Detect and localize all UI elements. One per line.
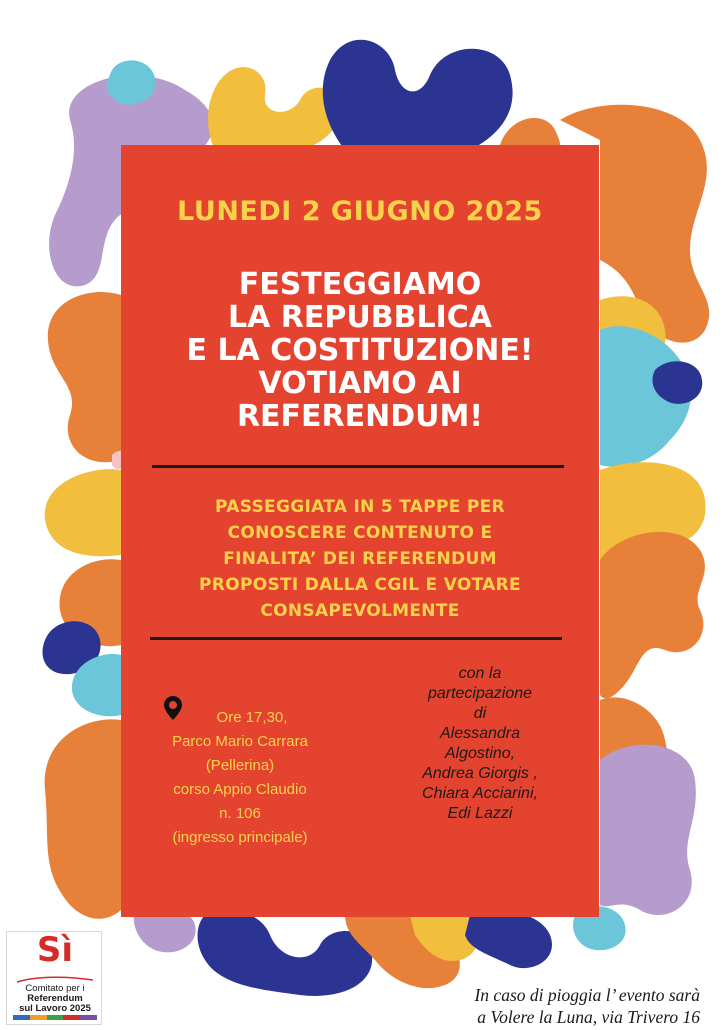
event-location xyxy=(140,706,340,850)
logo-text xyxy=(7,984,103,1014)
rain-notice xyxy=(400,984,700,1028)
blob-navy-bottom xyxy=(198,910,373,996)
location-line: n. 106 xyxy=(219,805,261,822)
description-line: PROPOSTI DALLA CGIL E VOTARE xyxy=(199,575,521,595)
logo-stripe-segment xyxy=(63,1015,80,1020)
rain-notice-line: a Volere la Luna, via Trivero 16 xyxy=(477,1007,700,1027)
description-line: CONSAPEVOLMENTE xyxy=(260,601,460,621)
guests-line: partecipazione xyxy=(427,685,533,702)
guests-line: di xyxy=(473,705,487,722)
blob-lilac-right-low xyxy=(600,745,696,915)
event-guests xyxy=(395,664,565,824)
logo-mark: Sì xyxy=(36,930,74,970)
location-line: (Pellerina) xyxy=(205,757,275,774)
description-line: FINALITA’ DEI REFERENDUM xyxy=(223,549,497,569)
blob-navy-bottom-right xyxy=(465,910,552,968)
logo-stripe-segment xyxy=(30,1015,47,1020)
headline-line: LA REPUBBLICA xyxy=(228,300,492,335)
location-line: corso Appio Claudio xyxy=(173,781,307,798)
blob-orange-left-top xyxy=(48,292,121,462)
headline-line: FESTEGGIAMO xyxy=(238,267,482,302)
description-line: PASSEGGIATA IN 5 TAPPE PER xyxy=(215,497,505,517)
guests-line: Andrea Giorgis , xyxy=(422,765,538,782)
location-line: (ingresso principale) xyxy=(172,829,308,846)
logo-stripe-segment xyxy=(13,1015,30,1020)
blob-orange-right-mid xyxy=(600,532,705,698)
logo-color-stripe xyxy=(13,1015,97,1020)
description-line: CONOSCERE CONTENUTO E xyxy=(227,523,493,543)
guests-line: Chiara Acciarini, xyxy=(422,785,538,802)
guests-line: Algostino, xyxy=(444,745,516,762)
logo-line: sul Lavoro 2025 xyxy=(19,1003,91,1014)
location-line: Parco Mario Carrara xyxy=(172,733,308,750)
divider-bottom xyxy=(150,637,562,640)
event-description xyxy=(121,494,599,624)
event-date: LUNEDI 2 GIUGNO 2025 xyxy=(177,196,543,227)
location-line: Ore 17,30, xyxy=(216,709,288,726)
blob-orange-left-low xyxy=(45,719,121,918)
blob-yellow-top xyxy=(208,67,340,150)
logo-stripe-segment xyxy=(80,1015,97,1020)
headline xyxy=(121,268,599,433)
logo-line: Comitato per i xyxy=(25,983,85,994)
guests-line: con la xyxy=(458,665,502,682)
rain-notice-line: In caso di pioggia l’ evento sarà xyxy=(474,985,700,1005)
logo-line: Referendum xyxy=(27,993,83,1004)
blob-navy-top xyxy=(323,40,513,150)
guests-line: Alessandra xyxy=(439,725,521,742)
headline-line: REFERENDUM! xyxy=(236,399,484,434)
guests-line: Edi Lazzi xyxy=(447,805,513,822)
committee-logo xyxy=(6,931,102,1025)
divider-top xyxy=(152,465,564,468)
headline-line: E LA COSTITUZIONE! xyxy=(186,333,534,368)
blob-yellow-left xyxy=(45,469,121,556)
headline-line: VOTIAMO AI xyxy=(258,366,462,401)
logo-stripe-segment xyxy=(47,1015,64,1020)
